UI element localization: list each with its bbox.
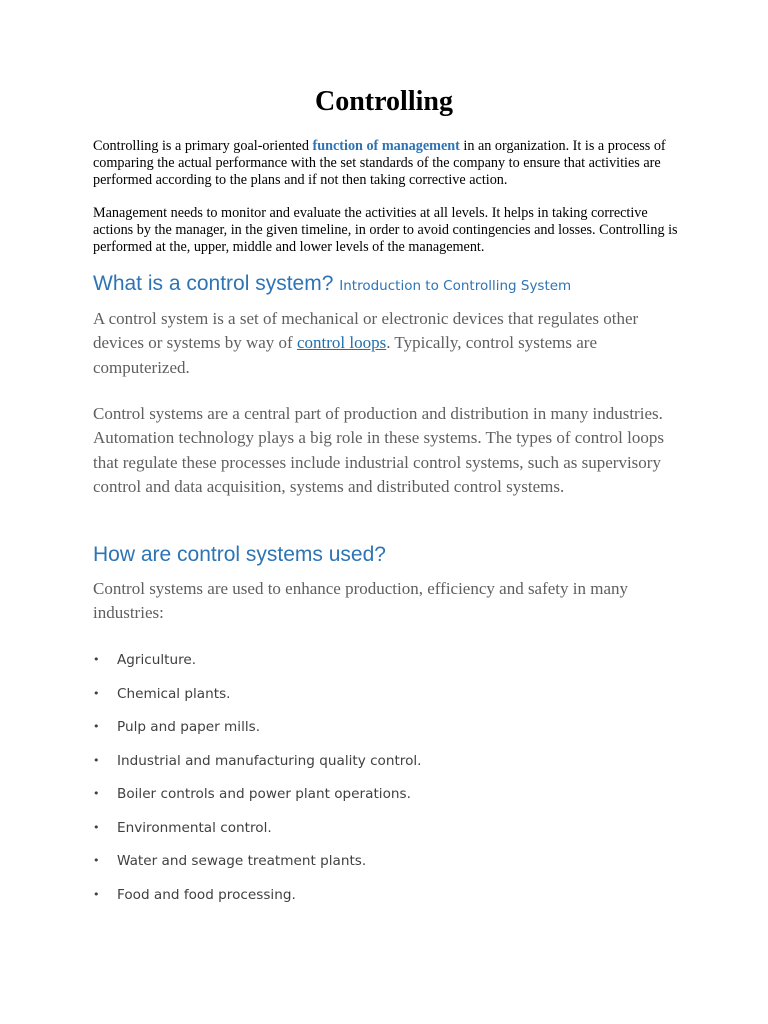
- list-item-text: Boiler controls and power plant operations.: [117, 786, 411, 802]
- bullet-icon: •: [93, 820, 100, 834]
- bullet-icon: •: [93, 753, 100, 767]
- intro-paragraph-1-text-end: in an organization. It is a process of comparing the actual performance with the set standards of the company to ensure that activities are performed according to the plans and if not then taking corrective action.: [93, 138, 666, 188]
- list-item: [93, 682, 653, 716]
- control-system-subheading: Introduction to Controlling System: [339, 278, 572, 294]
- control-systems-used-heading: How are control systems used?: [93, 543, 386, 566]
- intro-paragraph-2: Management needs to monitor and evaluate the activities at all levels. It helps in taking corrective actions by the manager, in the given timeline, in order to avoid contingencies and losses. Controlling is performed at the, upper, middle and lower levels of the management.: [93, 205, 678, 255]
- list-item: [93, 749, 653, 783]
- list-item-text: Food and food processing.: [117, 886, 296, 903]
- list-item-text: Water and sewage treatment plants.: [117, 853, 367, 869]
- control-loops-link[interactable]: control loops: [296, 333, 387, 353]
- bullet-icon: •: [93, 653, 100, 666]
- control-system-paragraph-1-text-end: . Typically, control systems are computerized.: [93, 333, 598, 377]
- control-systems-used-paragraph: Control systems are used to enhance production, efficiency and safety in many industries:: [93, 579, 629, 623]
- list-item: [93, 849, 653, 883]
- control-system-paragraph-2: Control systems are a central part of production and distribution in many industries. Automation technology plays a big role in these systems. The types of control loops that regulate these processes include industrial control systems, such as supervisory control and data acquisition, systems and distributed control systems.: [93, 404, 664, 496]
- list-item: [93, 782, 653, 816]
- list-item: [93, 816, 653, 850]
- list-item-text: Pulp and paper mills.: [117, 719, 261, 735]
- bullet-icon: •: [93, 787, 100, 800]
- list-item-text: Industrial and manufacturing quality control.: [117, 752, 422, 769]
- list-item-text: Environmental control.: [117, 819, 272, 836]
- bullet-icon: •: [93, 854, 100, 867]
- bullet-icon: •: [93, 686, 100, 700]
- list-item: [93, 883, 653, 917]
- control-system-heading: [93, 272, 571, 296]
- intro-paragraph-1: [93, 138, 683, 189]
- industries-list: [93, 648, 653, 916]
- list-item: [93, 648, 653, 682]
- control-system-heading-text: What is a control system?: [93, 272, 334, 295]
- list-item-text: Agriculture.: [117, 652, 197, 668]
- list-item-text: Chemical plants.: [117, 685, 231, 702]
- control-system-paragraph-1-text-start: A control system is a set of mechanical or electronic devices that regulates other devices or systems by way of: [93, 309, 639, 353]
- list-item: [93, 715, 653, 749]
- page-title: Controlling: [315, 86, 453, 117]
- bullet-icon: •: [93, 887, 100, 901]
- intro-paragraph-1-text-start: Controlling is a primary goal-oriented: [93, 138, 313, 154]
- control-system-paragraph-1: [93, 307, 683, 380]
- function-of-management-link[interactable]: function of management: [312, 138, 460, 154]
- bullet-icon: •: [93, 720, 100, 733]
